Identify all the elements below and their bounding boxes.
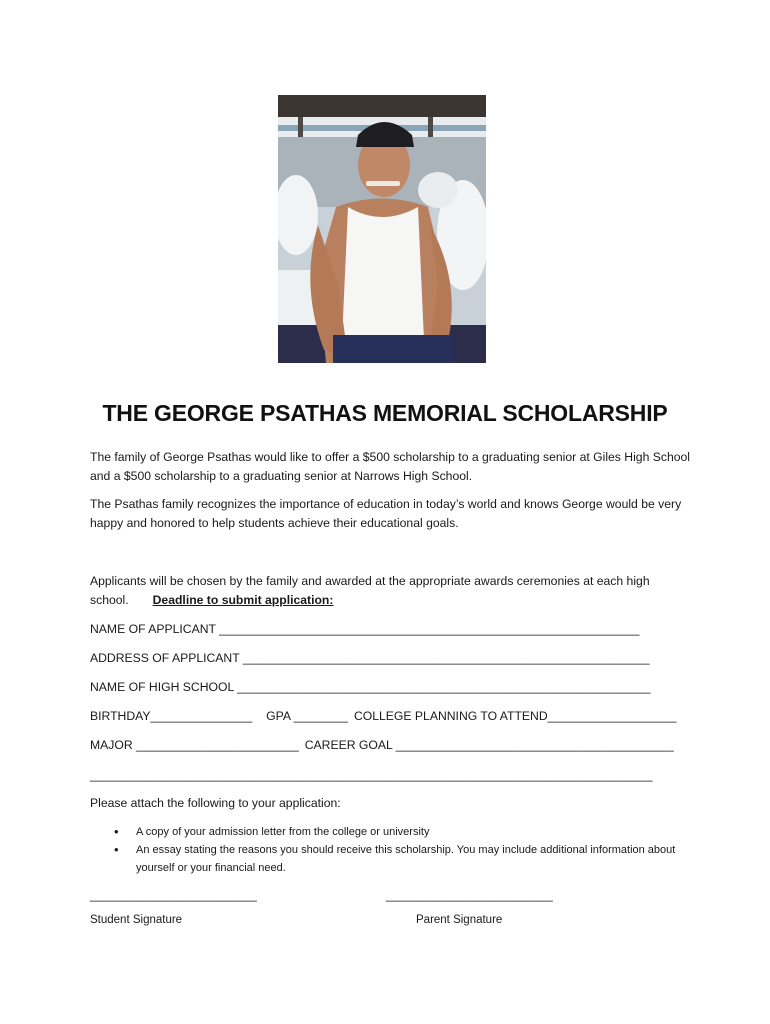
memorial-photo xyxy=(278,95,486,363)
applicant-address-field[interactable]: ADDRESS OF APPLICANT ____________________________________________________________ xyxy=(90,651,650,665)
deadline-label: Deadline to submit application: xyxy=(152,593,334,607)
college-field[interactable]: COLLEGE PLANNING TO ATTEND___________________ xyxy=(353,709,677,723)
parent-signature-label: Parent Signature xyxy=(416,914,503,926)
high-school-field[interactable]: NAME OF HIGH SCHOOL _____________________________________________________________ xyxy=(90,680,651,694)
attachments-heading: Please attach the following to your application: xyxy=(90,796,341,810)
selection-text: Applicants will be chosen by the family and awarded at the appropriate awards ceremonies at each high school. xyxy=(90,574,650,607)
applicant-name-field[interactable]: NAME OF APPLICANT ______________________________________________________________ xyxy=(90,622,640,636)
list-item: • An essay stating the reasons you should receive this scholarship. You may include additional information about yourself or your financial need. xyxy=(90,841,690,877)
major-career-row xyxy=(90,738,690,752)
career-goal-continuation-line[interactable]: ___________________________________________________________________________________ xyxy=(90,768,653,782)
list-item: • A copy of your admission letter from the college or university xyxy=(90,823,690,841)
birthday-gpa-college-row xyxy=(90,709,690,723)
gpa-field[interactable]: GPA ________ xyxy=(266,709,348,723)
intro-paragraph: The family of George Psathas would like to offer a $500 scholarship to a graduating senior at Giles High School and a $500 scholarship to a graduating senior at Narrows High School. xyxy=(90,450,691,483)
career-goal-field[interactable]: CAREER GOAL _________________________________________ xyxy=(304,738,674,752)
student-signature-line[interactable]: _________________________ xyxy=(90,888,257,902)
parent-signature-line[interactable]: _________________________ xyxy=(386,888,553,902)
attachments-list xyxy=(90,823,690,877)
major-field[interactable]: MAJOR ________________________ xyxy=(90,738,299,752)
purpose-paragraph: The Psathas family recognizes the importance of education in today’s world and knows George would be very happy and honored to help students achieve their educational goals. xyxy=(90,497,682,530)
student-signature-label: Student Signature xyxy=(90,914,183,926)
page-title: THE GEORGE PSATHAS MEMORIAL SCHOLARSHIP xyxy=(102,400,668,426)
birthday-field[interactable]: BIRTHDAY_______________ xyxy=(90,709,253,723)
selection-paragraph xyxy=(90,572,690,610)
